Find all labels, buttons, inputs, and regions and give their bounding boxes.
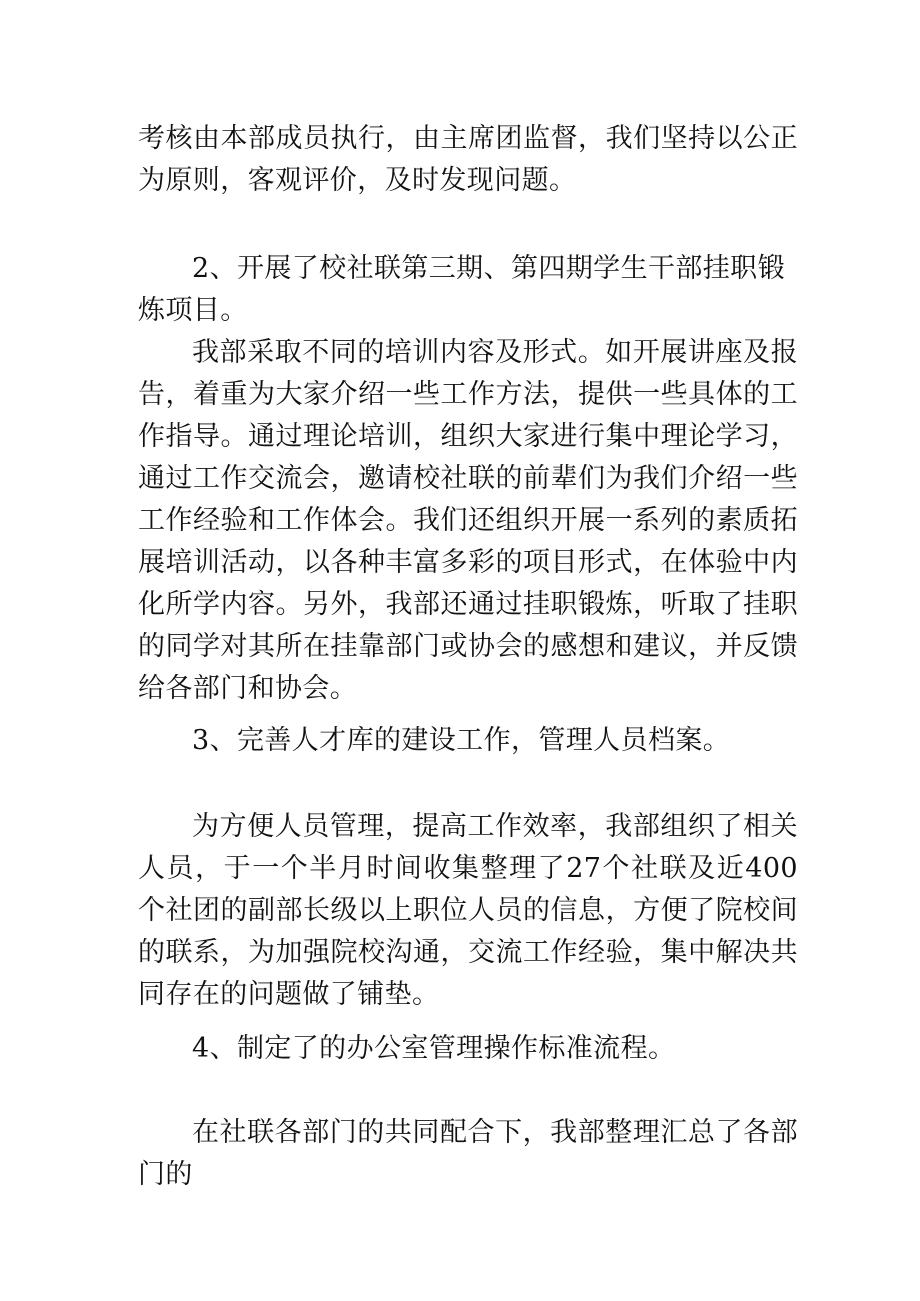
heading-item-3: 3、完善人才库的建设工作，管理人员档案。 [192,725,731,756]
paragraph-training: 我部采取不同的培训内容及形式。如开展讲座及报告，着重为大家介绍一些工作方法，提供一些具体的工作指导。通过理论培训，组织大家进行集中理论学习，通过工作交流会，邀请校社联的前辈们为我们介绍一些工作经验和工作体会。我们还组织开展一系列的素质拓展培训活动，以各种丰富多彩的项目形式，在体验中内化所学内容。另外，我部还通过挂职锻炼，听取了挂职的同学对其所在挂靠部门或协会的感想和建议，并反馈给各部门和协会。 [138,337,798,704]
heading-item-2: 2、开展了校社联第三期、第四期学生干部挂职锻炼项目。 [138,253,785,326]
heading-item-4: 4、制定了的办公室管理操作标准流程。 [192,1033,676,1064]
paragraph-talent-database: 为方便人员管理，提高工作效率，我部组织了相关人员，于一个半月时间收集整理了27个社联及近400个社团的副部长级以上职位人员的信息，方便了院校间的联系，为加强院校沟通，交流工作经验，集中解决共同存在的问题做了铺垫。 [138,811,798,1010]
paragraph-assessment: 考核由本部成员执行，由主席团监督，我们坚持以公正为原则，客观评价，及时发现问题。 [138,123,798,196]
paragraph-office-process: 在社联各部门的共同配合下，我部整理汇总了各部门的 [138,1117,798,1190]
